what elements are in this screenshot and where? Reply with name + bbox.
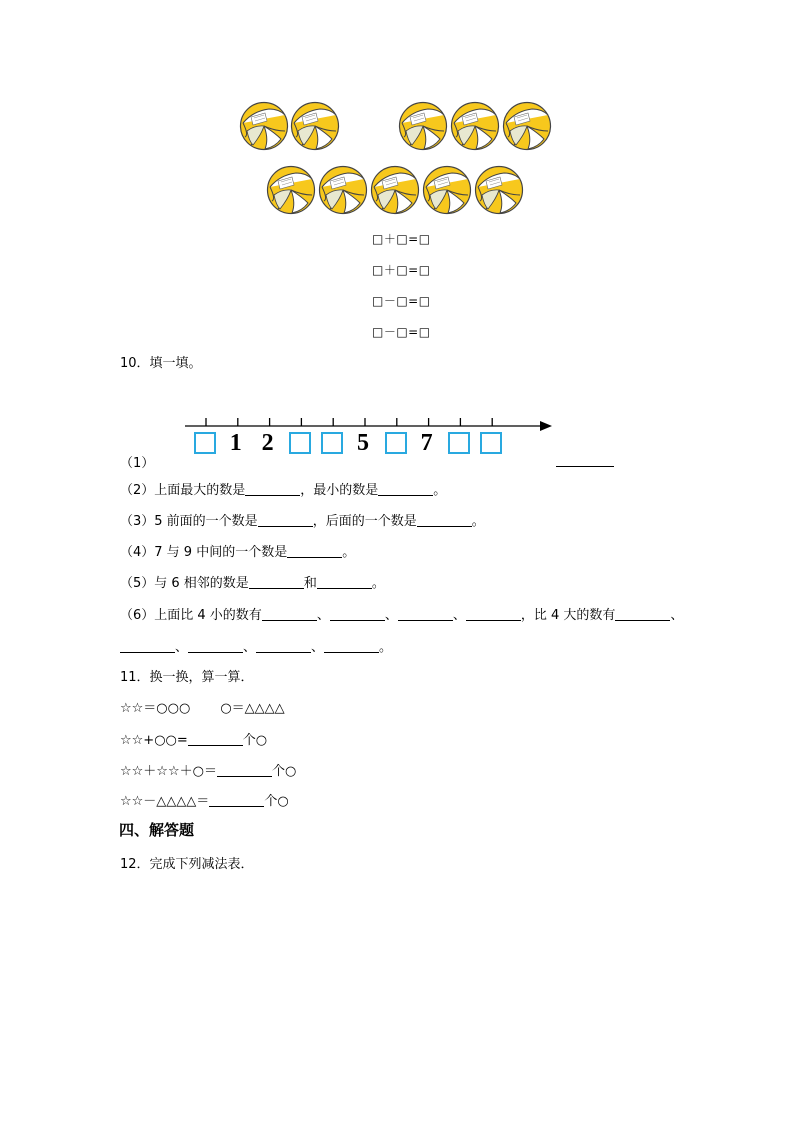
exchange-line-2: ☆☆＋☆☆＋○＝ 个○ [120, 764, 297, 779]
answer-blank[interactable] [417, 513, 472, 527]
equation-line: □－□=□ [372, 325, 431, 339]
volleyball-icon [266, 165, 316, 215]
volleyball-icon [239, 101, 289, 151]
sub-question-1: （1） [120, 456, 155, 471]
question-10-title: 10．填一填。 [120, 356, 202, 371]
answer-blank[interactable] [287, 544, 342, 558]
number-box[interactable] [480, 432, 502, 454]
answer-blank[interactable] [317, 575, 372, 589]
answer-blank[interactable] [378, 482, 433, 496]
section-heading: 四、解答题 [119, 821, 195, 839]
answer-blank[interactable] [615, 607, 670, 621]
exchange-rule: ☆☆＝○○○ ○＝△△△△ [120, 701, 285, 716]
number-box[interactable] [321, 432, 343, 454]
answer-blank[interactable] [249, 575, 304, 589]
number-label: 7 [420, 430, 433, 456]
answer-blank[interactable] [466, 607, 521, 621]
number-box[interactable] [194, 432, 216, 454]
number-line [180, 412, 560, 432]
exchange-line-1: ☆☆+○○= 个○ [120, 733, 268, 748]
sub-question-2: （2）上面最大的数是 ，最小的数是 。 [120, 483, 447, 498]
volleyball-icon [450, 101, 500, 151]
answer-blank[interactable] [188, 732, 243, 746]
number-box[interactable] [289, 432, 311, 454]
question-11-title: 11．换一换，算一算． [120, 670, 254, 685]
number-box[interactable] [448, 432, 470, 454]
volleyball-icon [502, 101, 552, 151]
number-label: 5 [357, 430, 369, 456]
answer-blank[interactable] [120, 639, 175, 653]
volleyball-icon [290, 101, 340, 151]
sub-question-6: （6）上面比 4 小的数有 、 、 、 ，比 4 大的数有 、 [120, 608, 684, 623]
volleyball-icon [422, 165, 472, 215]
sub-question-5: （5）与 6 相邻的数是 和 。 [120, 576, 385, 591]
number-label: 2 [261, 430, 274, 456]
volleyball-icon [474, 165, 524, 215]
answer-blank[interactable] [217, 763, 272, 777]
answer-blank[interactable] [398, 607, 453, 621]
answer-blank[interactable] [188, 639, 243, 653]
equation-line: □－□=□ [372, 294, 431, 308]
answer-blank[interactable] [245, 482, 300, 496]
number-label: 1 [229, 430, 242, 456]
sub-question-3: （3）5 前面的一个数是 ，后面的一个数是 。 [120, 514, 485, 529]
volleyball-icon [370, 165, 420, 215]
question-12-title: 12．完成下列减法表． [120, 857, 254, 872]
answer-blank[interactable] [256, 639, 311, 653]
answer-blank[interactable] [209, 793, 264, 807]
equation-line: □＋□=□ [372, 232, 431, 246]
answer-blank[interactable] [258, 513, 313, 527]
answer-blank[interactable] [330, 607, 385, 621]
number-box[interactable] [385, 432, 407, 454]
sub-question-6-continued: 、 、 、 。 [120, 636, 392, 655]
volleyball-icon [398, 101, 448, 151]
answer-blank[interactable] [262, 607, 317, 621]
sub-question-4: （4）7 与 9 中间的一个数是 。 [120, 545, 356, 560]
volleyball-icon [318, 165, 368, 215]
equation-line: □＋□=□ [372, 263, 431, 277]
answer-blank[interactable] [556, 453, 614, 467]
exchange-line-3: ☆☆－△△△△＝ 个○ [120, 794, 289, 809]
answer-blank[interactable] [324, 639, 379, 653]
